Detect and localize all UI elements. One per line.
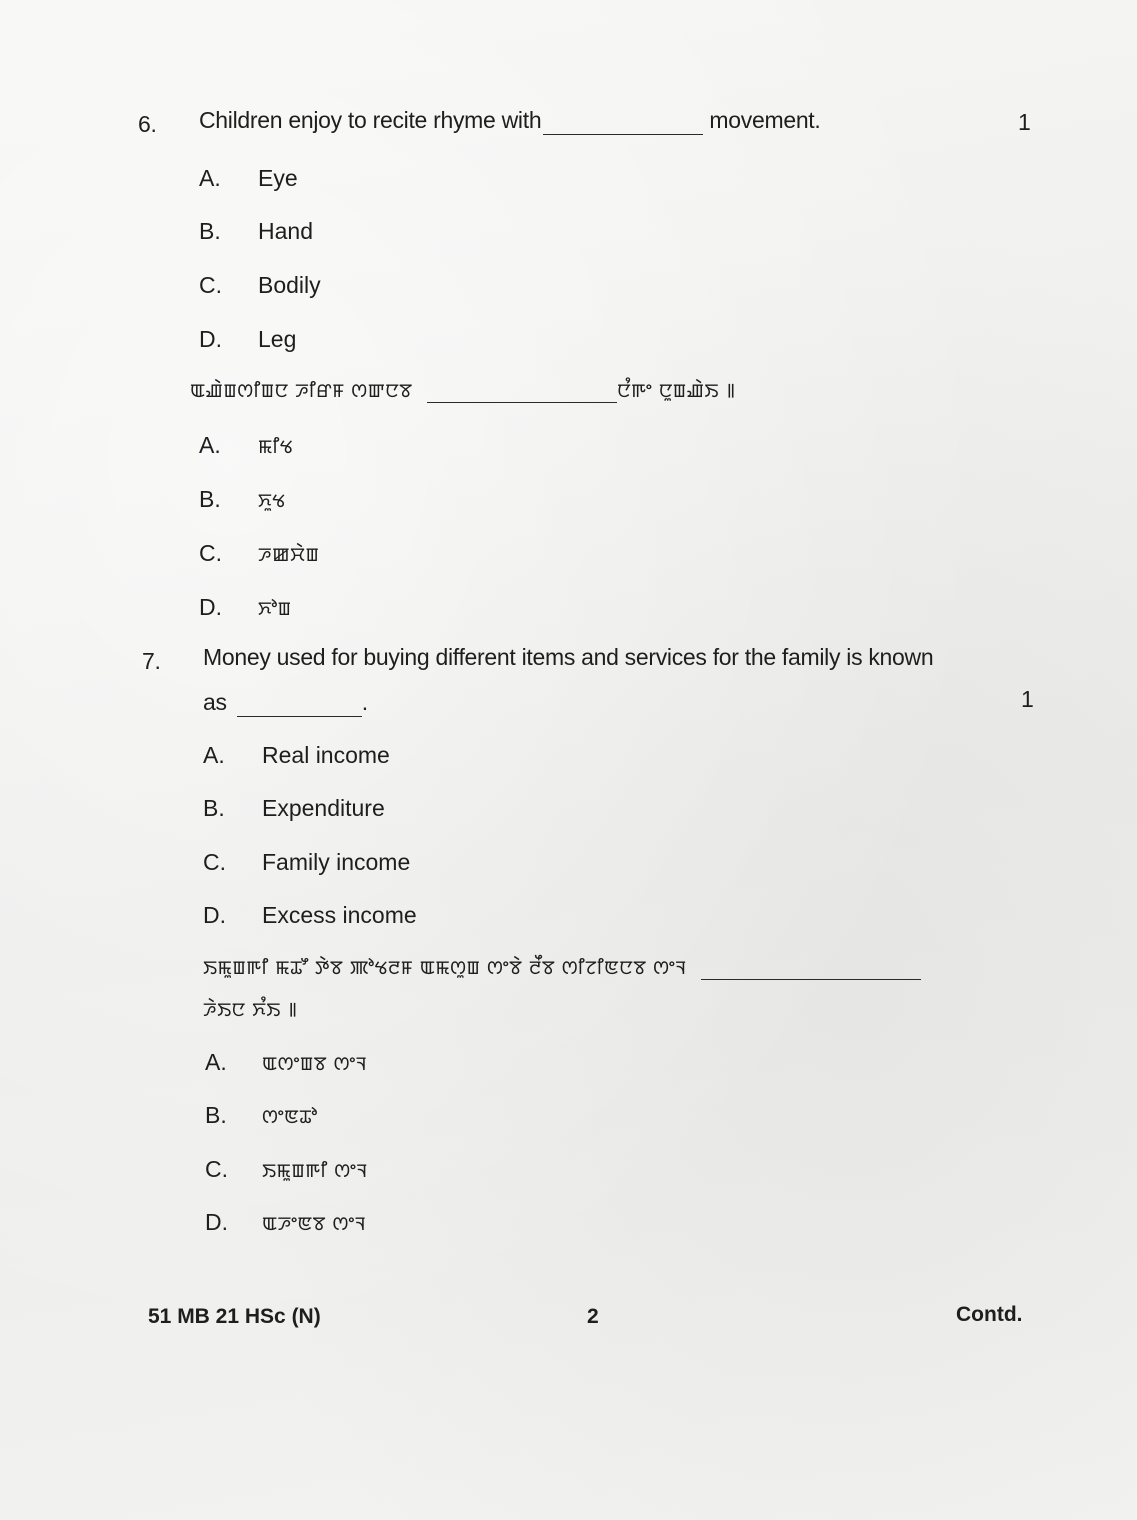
question-marks: 1 [1018, 109, 1031, 135]
question-stem-end: . [361, 689, 368, 715]
question-number: 7. [142, 648, 161, 674]
option-letter: D. [199, 594, 222, 620]
page-number: 2 [587, 1305, 599, 1328]
option-letter: D. [199, 326, 222, 352]
option-text: Leg [258, 326, 297, 352]
option-letter: A. [203, 742, 225, 768]
option-letter: B. [199, 218, 221, 244]
option-text: Real income [262, 742, 390, 768]
contd-label: Contd. [956, 1303, 1023, 1326]
option-letter: A. [199, 432, 221, 458]
option-letter: A. [205, 1049, 227, 1075]
paper-code: 51 MB 21 HSc (N) [148, 1305, 321, 1328]
option-text-manipuri: ꯑꯍꯦꯟꯕ ꯁꯦꯜ [262, 1213, 367, 1235]
option-text: Expenditure [262, 795, 385, 821]
question-text-manipuri [203, 955, 921, 981]
question-text-line2 [203, 689, 368, 717]
answer-blank [543, 107, 703, 135]
answer-blank [237, 689, 362, 717]
option-text: Hand [258, 218, 313, 244]
question-stem: Children enjoy to recite rhyme with [199, 107, 542, 133]
option-text-manipuri: ꯈꯣꯡ [258, 598, 292, 620]
option-letter: C. [199, 272, 222, 298]
option-text-manipuri: ꯁꯦꯟꯊꯣ [262, 1106, 318, 1128]
option-letter: D. [203, 902, 226, 928]
question-text-manipuri [190, 378, 736, 404]
question-stem-end-manipuri: ꯅꯪꯒꯦ ꯅꯨꯡꯉꯥꯏ ꯫ [617, 380, 736, 402]
question-text-manipuri-line2: ꯍꯥꯏꯅ ꯈꯪꯏ ꯫ [203, 999, 298, 1021]
option-letter: B. [199, 486, 221, 512]
option-letter: A. [199, 165, 221, 191]
option-text: Bodily [258, 272, 321, 298]
answer-blank [427, 380, 617, 403]
question-stem-manipuri: ꯏꯃꯨꯡꯒꯤ ꯃꯊꯧ ꯇꯥꯕ ꯄꯣꯠꯂꯝ ꯑꯃꯁꯨꯡ ꯁꯦꯕꯥ ꯂꯩꯕ ꯁꯤꯖꯤꯟꯅꯕ ꯁꯦꯜ [203, 957, 687, 979]
option-letter: C. [205, 1156, 228, 1182]
question-text: Money used for buying different items and services for the family is known [203, 644, 934, 670]
option-letter: B. [205, 1102, 227, 1128]
question-number: 6. [138, 111, 157, 137]
option-letter: B. [203, 795, 225, 821]
question-stem-line2: as [203, 689, 227, 715]
option-text-manipuri: ꯃꯤꯠ [258, 436, 294, 458]
option-letter: C. [203, 849, 226, 875]
question-stem-manipuri: ꯑꯉꯥꯡꯁꯤꯡꯅ ꯍꯤꯔꯝ ꯁꯛꯅꯕ [190, 380, 413, 402]
option-letter: C. [199, 540, 222, 566]
question-text [199, 107, 821, 135]
question-stem-end: movement. [709, 107, 821, 133]
question-marks: 1 [1021, 686, 1034, 712]
option-text-manipuri: ꯈꯨꯠ [258, 490, 286, 512]
answer-blank [701, 957, 921, 980]
option-text-manipuri: ꯏꯃꯨꯡꯒꯤ ꯁꯦꯜ [262, 1160, 368, 1182]
option-text: Family income [262, 849, 411, 875]
option-letter: D. [205, 1209, 228, 1235]
option-text: Excess income [262, 902, 417, 928]
option-text: Eye [258, 165, 298, 191]
option-text-manipuri: ꯑꯁꯦꯡꯕ ꯁꯦꯜ [262, 1053, 368, 1075]
option-text-manipuri: ꯍꯀꯆꯥꯡ [258, 544, 320, 566]
